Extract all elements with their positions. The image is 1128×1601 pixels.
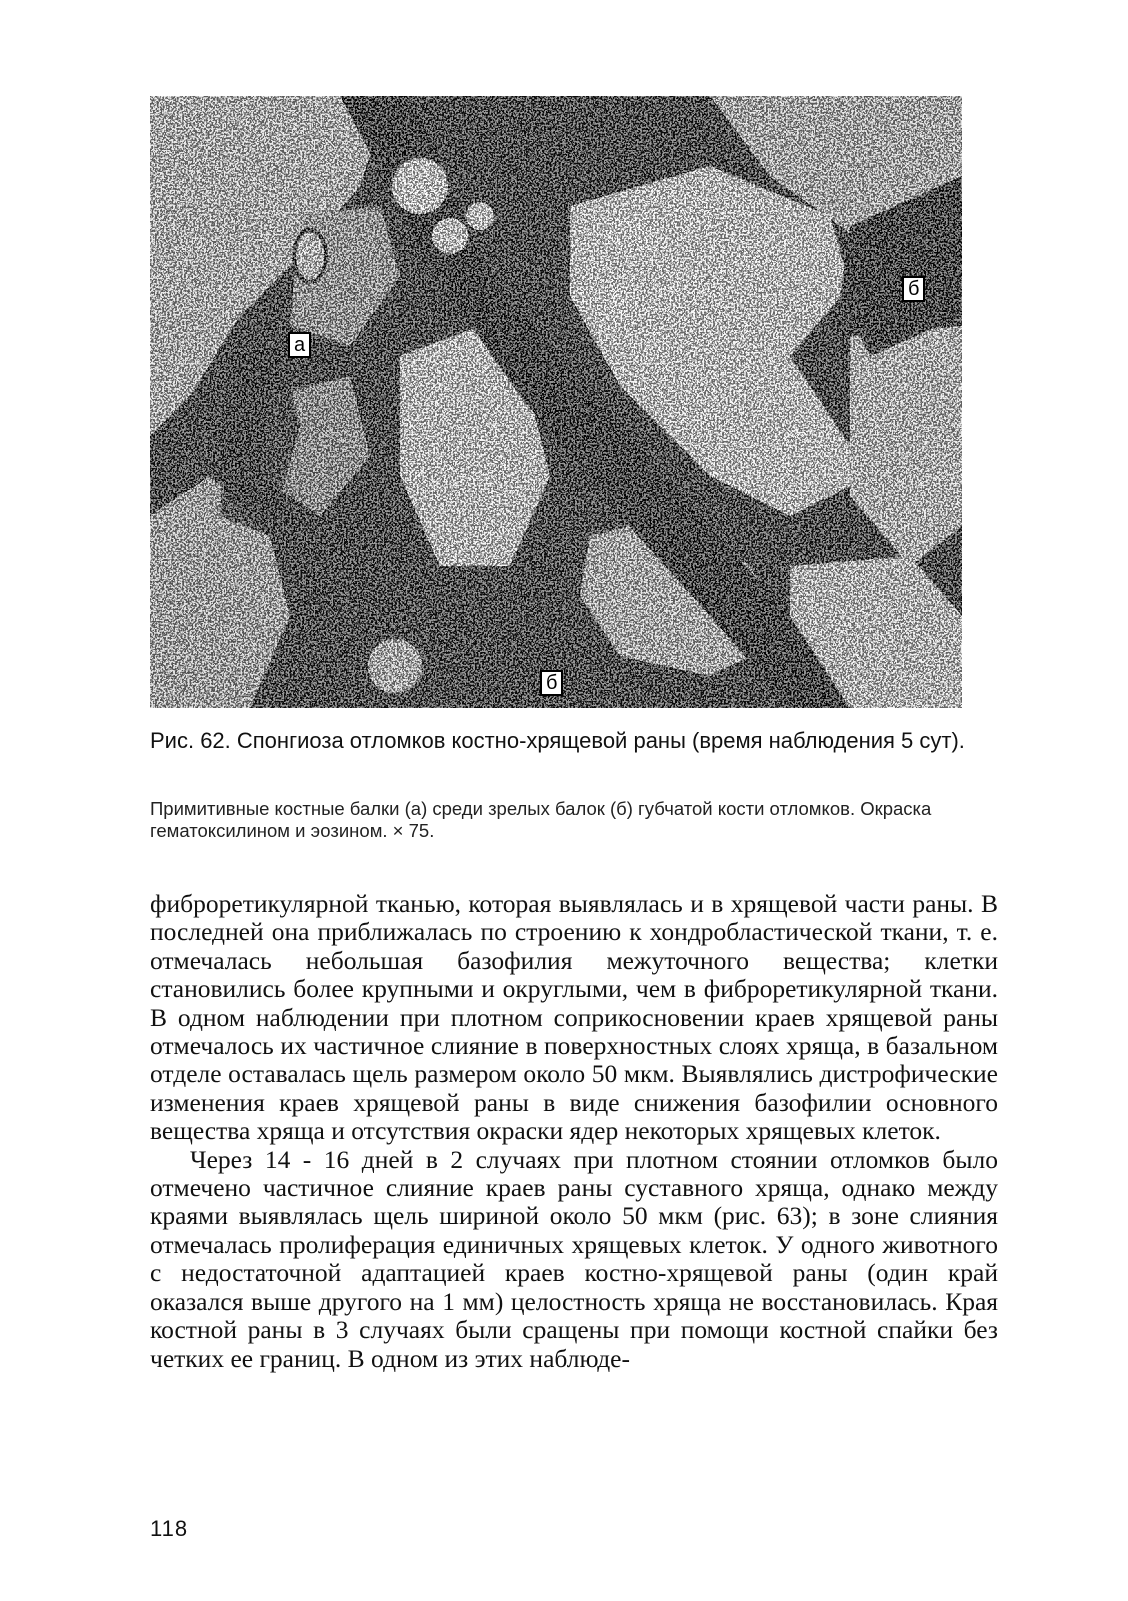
figure-label-b-bottom: б [540, 670, 563, 696]
body-text [150, 890, 998, 1373]
figure-label-a: а [288, 332, 311, 358]
figure-label-b-right: б [902, 276, 925, 302]
figure-caption-title: Рис. 62. Спонгиоза отломков костно-хрящевой раны (время наблюдения 5 сут). [150, 728, 965, 753]
body-paragraph-1: фиброретикулярной тканью, которая выявлялась и в хрящевой части раны. В последней она приближалась по строению к хондробластической ткани, т. е. отмечалась небольшая базофилия межуточного вещества; клетки становились более крупными и округлыми, чем в фиброретикулярной ткани. В одном наблюдении при плотном соприкосновении краев хрящевой раны отмечалось их частичное слияние в поверхностных слоях хряща, в базальном отделе оставалась щель размером около 50 мкм. Выявлялись дистрофические изменения краев хрящевой раны в виде снижения базофилии основного вещества хряща и отсутствия окраски ядер некоторых хрящевых клеток. [150, 889, 998, 1146]
micrograph-image [150, 96, 962, 708]
body-paragraph-2: Через 14 - 16 дней в 2 случаях при плотном стоянии отломков было отмечено частичное слияние краев раны суставного хряща, однако между краями выявлялась щель шириной около 50 мкм (рис. 63); в зоне слияния отмечалась пролиферация единичных хрящевых клеток. У одного животного с недостаточной адаптацией краев костно-хрящевой раны (один край оказался выше другого на 1 мм) целостность хряща не восстановилась. Края костной раны в 3 случаях были сращены при помощи костной спайки без четких ее границ. В одном из этих наблюде- [150, 1144, 998, 1373]
page-number: 118 [150, 1516, 189, 1541]
micrograph-figure [150, 96, 962, 708]
figure-caption-body: Примитивные костные балки (а) среди зрелых балок (б) губчатой кости отломков. Окраска гематоксилином и эозином. × 75. [150, 798, 932, 841]
